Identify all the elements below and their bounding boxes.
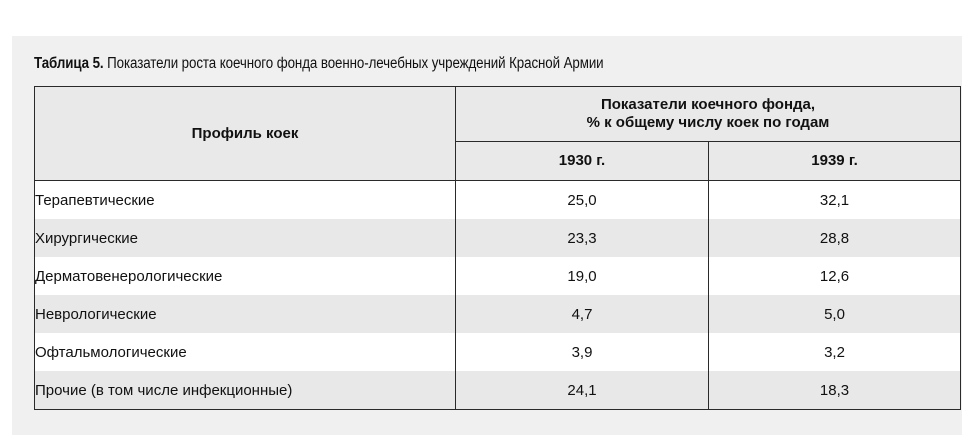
bed-fund-table <box>34 86 961 410</box>
cell-profile: Терапевтические <box>35 181 456 220</box>
table-row <box>35 181 961 220</box>
cell-1939: 18,3 <box>709 371 961 410</box>
cell-1930: 23,3 <box>456 219 709 257</box>
caption-text: Показатели роста коечного фонда военно-лечебных учреждений Красной Армии <box>107 55 604 72</box>
cell-1930: 3,9 <box>456 333 709 371</box>
cell-1930: 24,1 <box>456 371 709 410</box>
cell-1930: 4,7 <box>456 295 709 333</box>
cell-profile: Хирургические <box>35 219 456 257</box>
cell-1939: 5,0 <box>709 295 961 333</box>
cell-1939: 28,8 <box>709 219 961 257</box>
header-profile: Профиль коек <box>35 87 456 181</box>
cell-1939: 12,6 <box>709 257 961 295</box>
table-row <box>35 295 961 333</box>
cell-profile: Офтальмологические <box>35 333 456 371</box>
header-row-1 <box>35 87 961 142</box>
table-row <box>35 219 961 257</box>
header-group-line2: % к общему числу коек по годам <box>586 114 830 131</box>
cell-1930: 19,0 <box>456 257 709 295</box>
cell-profile: Неврологические <box>35 295 456 333</box>
table-caption <box>34 55 604 73</box>
header-year-1939: 1939 г. <box>709 142 961 181</box>
cell-1930: 25,0 <box>456 181 709 220</box>
table-row <box>35 333 961 371</box>
table-body <box>35 181 961 410</box>
table-row <box>35 257 961 295</box>
cell-1939: 32,1 <box>709 181 961 220</box>
header-group-line1: Показатели коечного фонда, <box>600 96 816 113</box>
cell-profile: Прочие (в том числе инфекционные) <box>35 371 456 410</box>
header-year-1930: 1930 г. <box>456 142 709 181</box>
caption-label: Таблица 5. <box>34 55 104 72</box>
cell-1939: 3,2 <box>709 333 961 371</box>
header-group <box>456 87 961 142</box>
cell-profile: Дерматовенерологические <box>35 257 456 295</box>
table-row <box>35 371 961 410</box>
